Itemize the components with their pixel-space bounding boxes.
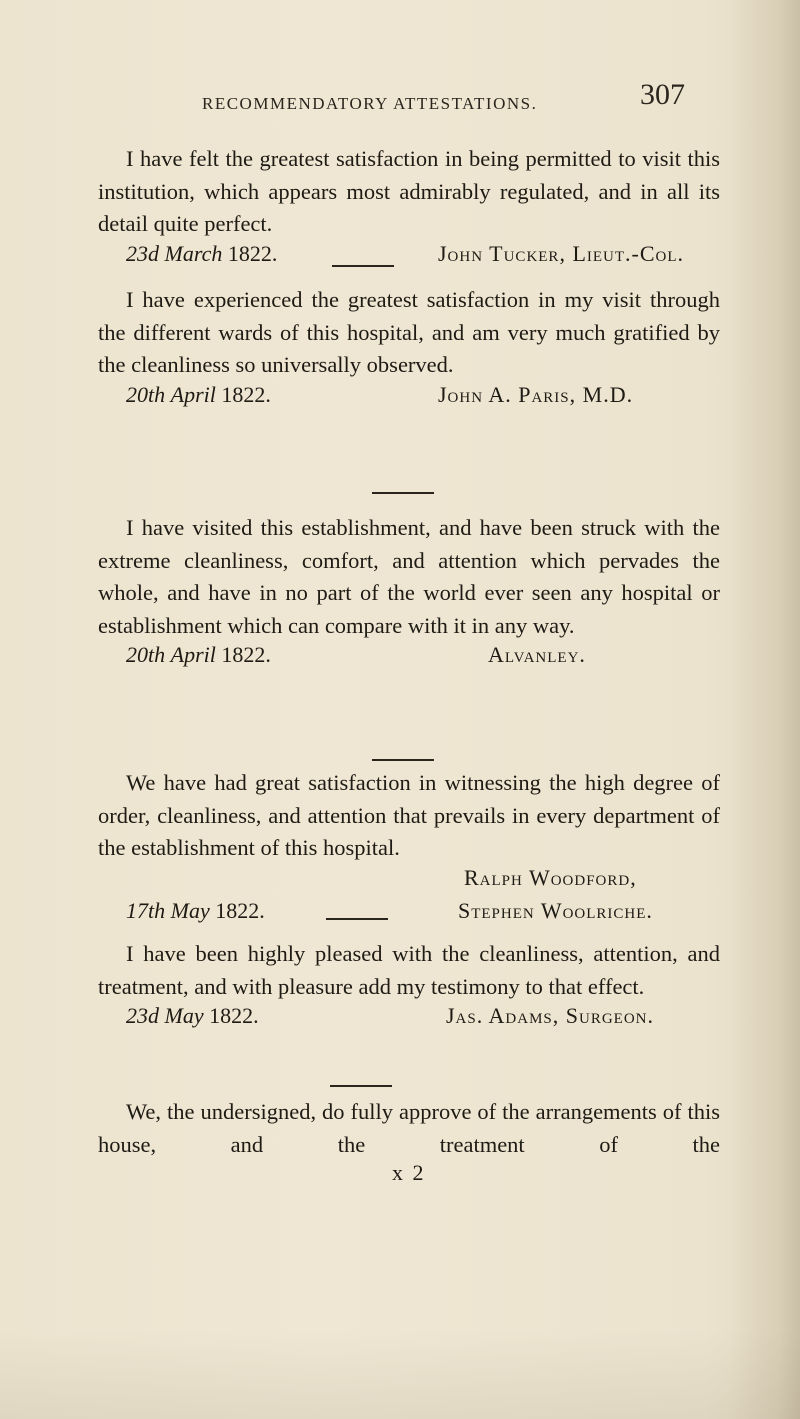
date-year: 1822. [215, 897, 265, 923]
page-number: 307 [640, 78, 685, 111]
section-divider [330, 1085, 392, 1087]
attestation-signature-row [98, 382, 720, 415]
section-divider [372, 492, 434, 494]
date-day: 20th [126, 381, 166, 407]
attestation-text: I have visited this establishment, and have been struck with the extreme cleanliness, comfort, and attention which pervades the whole, and have in no part of the world ever seen any hospital or establishment which can compare with it in any way. [98, 515, 720, 638]
attestation-text: We, the undersigned, do fully approve of the arrangements of this house, and the treatment of the [98, 1099, 720, 1157]
signatory-name: Jas. Adams, Surgeon. [446, 1003, 654, 1028]
attestation-signature-row [98, 642, 720, 675]
attestation-entry-2 [98, 284, 720, 415]
attestation-date [126, 382, 271, 408]
attestation-date [126, 1003, 259, 1029]
date-day: 20th [126, 642, 166, 667]
signature-mark: x 2 [392, 1160, 426, 1185]
date-month: March [164, 240, 223, 266]
attestation-entry-4 [98, 767, 720, 931]
attestation-text: I have been highly pleased with the cleanliness, attention, and treatment, and with pleasure add my testimony to that effect. [98, 941, 720, 999]
signatory-name: John Tucker, Lieut.-Col. [438, 240, 685, 266]
attestation-signature-line [98, 865, 720, 898]
section-divider [326, 918, 388, 920]
signatory-name: Ralph Woodford, [464, 864, 637, 890]
date-year: 1822. [209, 1003, 259, 1028]
attestation-text: I have experienced the greatest satisfaction in my visit through the different wards of this hospital, and am very much gratified by the cleanliness so universally observed. [98, 287, 720, 377]
date-day: 23d [126, 240, 159, 266]
date-year: 1822. [221, 642, 271, 667]
attestation-date [126, 898, 265, 924]
attestation-entry-3 [98, 512, 720, 675]
date-month: May [170, 897, 210, 923]
attestation-entry-6 [98, 1096, 720, 1161]
section-divider [332, 265, 394, 267]
attestation-text: I have felt the greatest satisfaction in being permitted to visit this institution, which appears most admirably regulated, and in all its detail quite perfect. [98, 146, 720, 236]
attestation-signature-row [98, 241, 720, 274]
attestation-text: We have had great satisfaction in witnessing the high degree of order, cleanliness, and attention that prevails in every department of the establishment of this hospital. [98, 770, 720, 860]
page-edge-shadow [730, 0, 800, 1419]
attestation-entry-1 [98, 143, 720, 274]
date-year: 1822. [227, 240, 278, 266]
attestation-date [126, 241, 277, 267]
running-head: RECOMMENDATORY ATTESTATIONS. [202, 94, 538, 113]
attestation-signature-row [98, 898, 720, 931]
date-year: 1822. [221, 381, 271, 407]
date-day: 23d [126, 1003, 159, 1028]
page-bottom-shadow [0, 1329, 800, 1419]
signatory-name: John A. Paris, M.D. [438, 381, 634, 407]
signatory-name: Alvanley. [488, 642, 586, 667]
date-month: May [164, 1003, 204, 1028]
page-header [0, 78, 800, 118]
date-day: 17th [126, 897, 166, 923]
attestation-entry-5 [98, 938, 720, 1036]
date-month: April [170, 642, 216, 667]
date-month: April [170, 381, 216, 407]
section-divider [372, 759, 434, 761]
attestation-signature-row [98, 1003, 720, 1036]
attestation-date [126, 642, 271, 668]
signatory-name: Stephen Woolriche. [458, 897, 653, 923]
